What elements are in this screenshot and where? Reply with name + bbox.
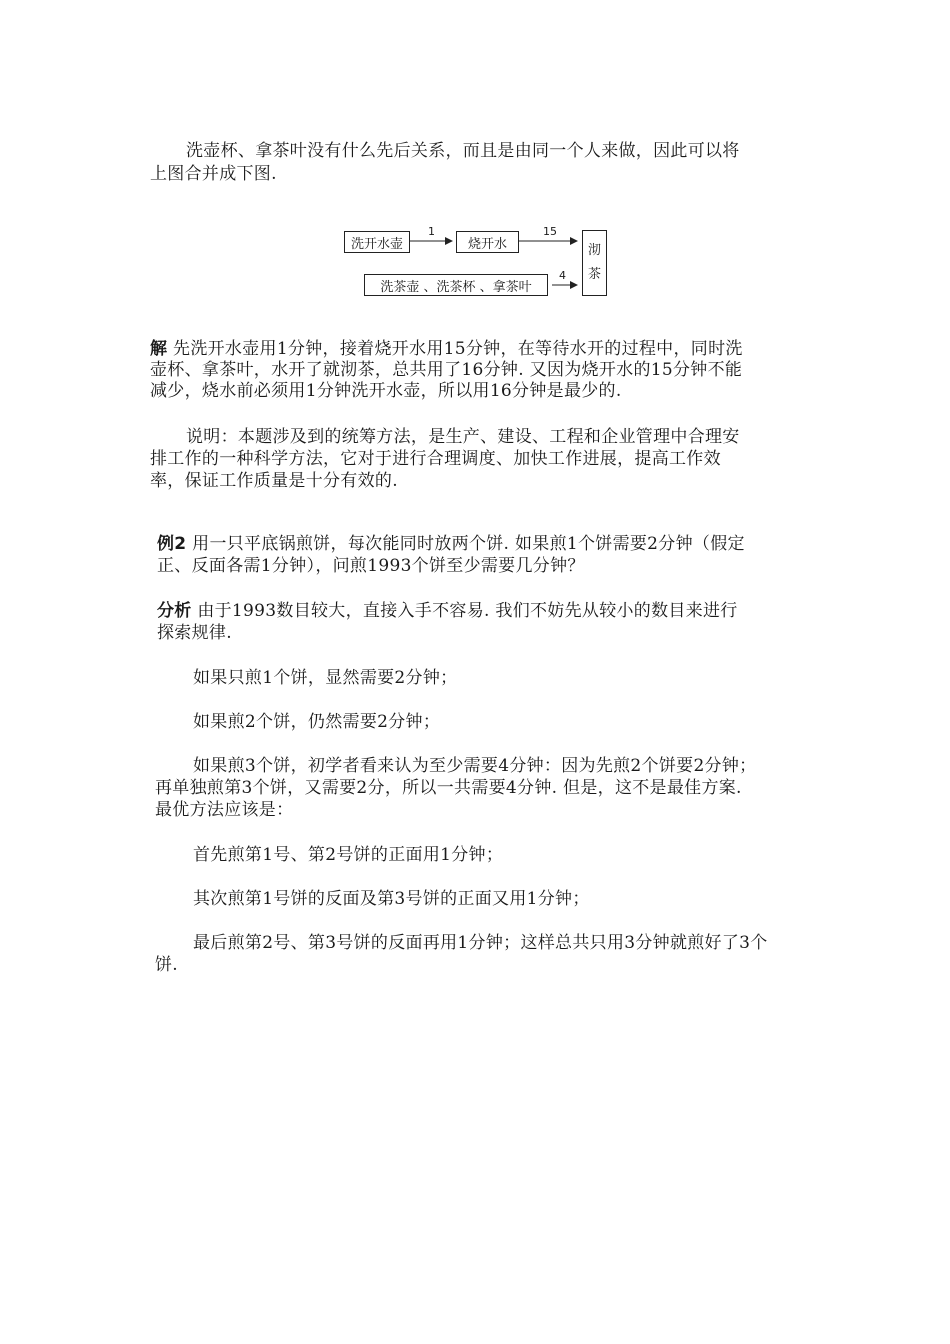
case-one: 如果只煎1个饼，显然需要2分钟； xyxy=(193,668,458,688)
step-last-line-2: 饼. xyxy=(155,955,179,975)
make-tea-char-1: 沏 xyxy=(587,243,601,258)
solution-line-2: 壶杯、拿茶叶，水开了就沏茶，总共用了16分钟. 又因为烧开水的15分钟不能 xyxy=(150,360,743,380)
example2-line-1 xyxy=(157,533,745,555)
intro-line-1: 洗壶杯、拿茶叶没有什么先后关系，而且是由同一个人来做，因此可以将 xyxy=(186,141,740,161)
case-three-line-1: 如果煎3个饼，初学者看来认为至少需要4分钟：因为先煎2个饼要2分钟； xyxy=(193,756,757,776)
step-first: 首先煎第1号、第2号饼的正面用1分钟； xyxy=(193,845,504,865)
example2-label: 例2 xyxy=(157,534,187,554)
step-second: 其次煎第1号饼的反面及第3号饼的正面又用1分钟； xyxy=(193,889,590,909)
box-boil-water: 烧开水 xyxy=(456,231,519,253)
solution-label: 解 xyxy=(150,339,168,359)
make-tea-char-2: 茶 xyxy=(587,267,601,282)
explanation-line-3: 率，保证工作质量是十分有效的. xyxy=(150,471,398,491)
analysis-line-2: 探索规律. xyxy=(157,623,232,643)
intro-line-2: 上图合并成下图. xyxy=(150,164,277,184)
case-three-line-2: 再单独煎第3个饼，又需要2分，所以一共需要4分钟. 但是，这不是最佳方案. xyxy=(155,778,742,798)
box-wash-kettle: 洗开水壶 xyxy=(344,231,410,253)
solution-text-1: 先洗开水壶用1分钟，接着烧开水用15分钟，在等待水开的过程中，同时洗 xyxy=(173,339,743,359)
arrow-label-1: 1 xyxy=(428,225,435,238)
solution-line-3: 减少，烧水前必须用1分钟洗开水壶，所以用16分钟是最少的. xyxy=(150,381,622,401)
box-make-tea xyxy=(582,230,607,296)
analysis-label: 分析 xyxy=(157,601,192,621)
box-wash-items: 洗茶壶 、洗茶杯 、拿茶叶 xyxy=(364,274,548,296)
analysis-line-1 xyxy=(157,600,738,622)
example2-line-2: 正、反面各需1分钟），问煎1993个饼至少需要几分钟？ xyxy=(157,556,585,576)
arrow-label-4: 4 xyxy=(559,269,566,282)
step-last-line-1: 最后煎第2号、第3号饼的反面再用1分钟；这样总共只用3分钟就煎好了3个 xyxy=(193,933,768,953)
analysis-text-1: 由于1993数目较大，直接入手不容易. 我们不妨先从较小的数目来进行 xyxy=(197,601,738,621)
case-two: 如果煎2个饼，仍然需要2分钟； xyxy=(193,712,441,732)
explanation-line-2: 排工作的一种科学方法，它对于进行合理调度、加快工作进展，提高工作效 xyxy=(150,449,721,469)
arrow-label-15: 15 xyxy=(543,225,557,238)
case-three-line-3: 最优方法应该是： xyxy=(155,800,294,820)
solution-line-1 xyxy=(150,338,743,360)
example2-text-1: 用一只平底锅煎饼，每次能同时放两个饼. 如果煎1个饼需要2分钟（假定 xyxy=(192,534,745,554)
explanation-line-1: 说明：本题涉及到的统筹方法，是生产、建设、工程和企业管理中合理安 xyxy=(186,427,740,447)
